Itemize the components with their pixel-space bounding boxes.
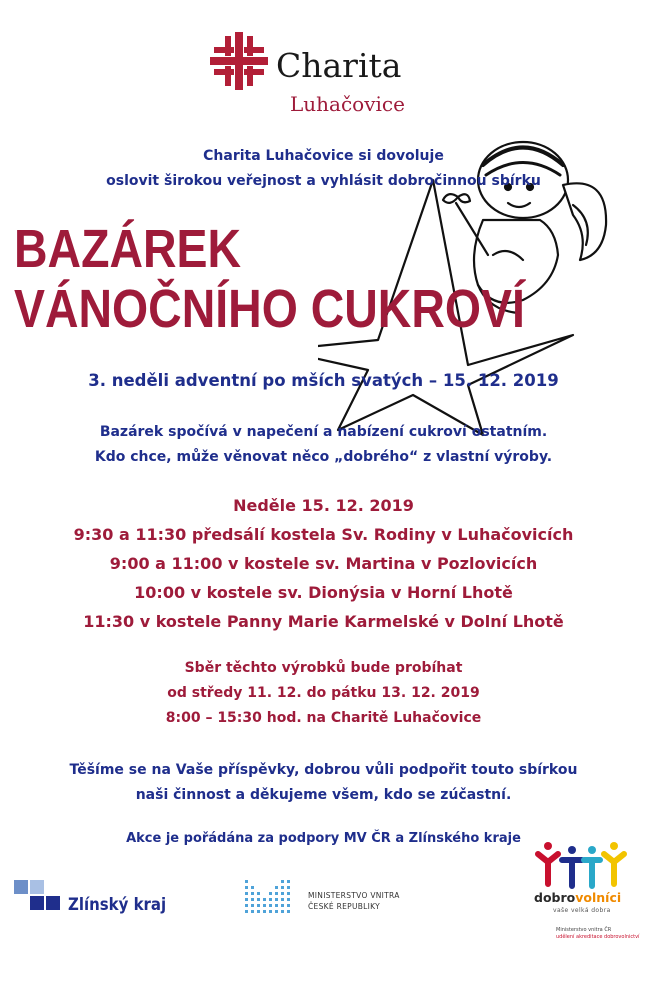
schedule-item: 11:30 v kostele Panny Marie Karmelské v Dolní Lhotě <box>83 612 564 631</box>
dobrovolnici-part-2: volníci <box>575 890 622 905</box>
collection-line: od středy 11. 12. do pátku 13. 12. 2019 <box>167 685 480 701</box>
charita-cross-icon <box>208 30 270 92</box>
collection-line: Sběr těchto výrobků bude probíhat <box>184 660 463 676</box>
intro-line: oslovit širokou veřejnost a vyhlásit dobročinnou sbírku <box>106 173 541 189</box>
logo-name: Charita <box>276 46 402 85</box>
logo-subtitle: Luhačovice <box>290 92 405 116</box>
zlin-logo-text: Zlínský kraj <box>68 895 167 915</box>
volunteer-figures-icon <box>534 840 628 890</box>
event-date-line: 3. neděli adventní po mších svatých – 15. 12. 2019 <box>88 371 559 390</box>
ministry-dots-icon <box>245 876 301 918</box>
dobrovolnici-logo-text <box>534 890 621 905</box>
zlin-squares-icon <box>14 880 62 914</box>
headline-line-1: BAZÁREK <box>14 219 242 279</box>
ministry-name-line: ČESKÉ REPUBLIKY <box>308 902 381 911</box>
dobrovolnici-tagline: vaše velká dobra <box>553 907 611 914</box>
schedule-item: 10:00 v kostele sv. Dionýsia v Horní Lhotě <box>134 583 513 602</box>
ministry-name-line: MINISTERSTVO VNITRA <box>308 891 400 900</box>
thanks-line: Těšíme se na Vaše příspěvky, dobrou vůli podpořit touto sbírkou <box>69 762 578 778</box>
intro-line: Charita Luhačovice si dovoluje <box>203 148 444 164</box>
schedule-item: 9:30 a 11:30 předsálí kostela Sv. Rodiny v Luhačovicích <box>73 525 574 544</box>
dobrovolnici-footnote: Ministerstvo vnitra ČR <box>556 927 612 933</box>
dobrovolnici-part-1: dobro <box>534 890 576 905</box>
thanks-line: naši činnost a děkujeme všem, kdo se zúčastní. <box>135 787 512 803</box>
schedule-date: Neděle 15. 12. 2019 <box>233 496 414 515</box>
description-line: Kdo chce, může věnovat něco „dobrého“ z vlastní výroby. <box>94 449 553 465</box>
support-note: Akce je pořádána za podpory MV ČR a Zlínského kraje <box>126 831 521 846</box>
dobrovolnici-footnote: udělení akreditace dobrovolnictví <box>556 934 640 940</box>
headline-line-2: VÁNOČNÍHO CUKROVÍ <box>14 279 525 339</box>
collection-line: 8:00 – 15:30 hod. na Charitě Luhačovice <box>165 710 482 726</box>
schedule-item: 9:00 a 11:00 v kostele sv. Martina v Pozlovicích <box>109 554 538 573</box>
description-line: Bazárek spočívá v napečení a nabízení cukroví ostatním. <box>99 424 548 440</box>
